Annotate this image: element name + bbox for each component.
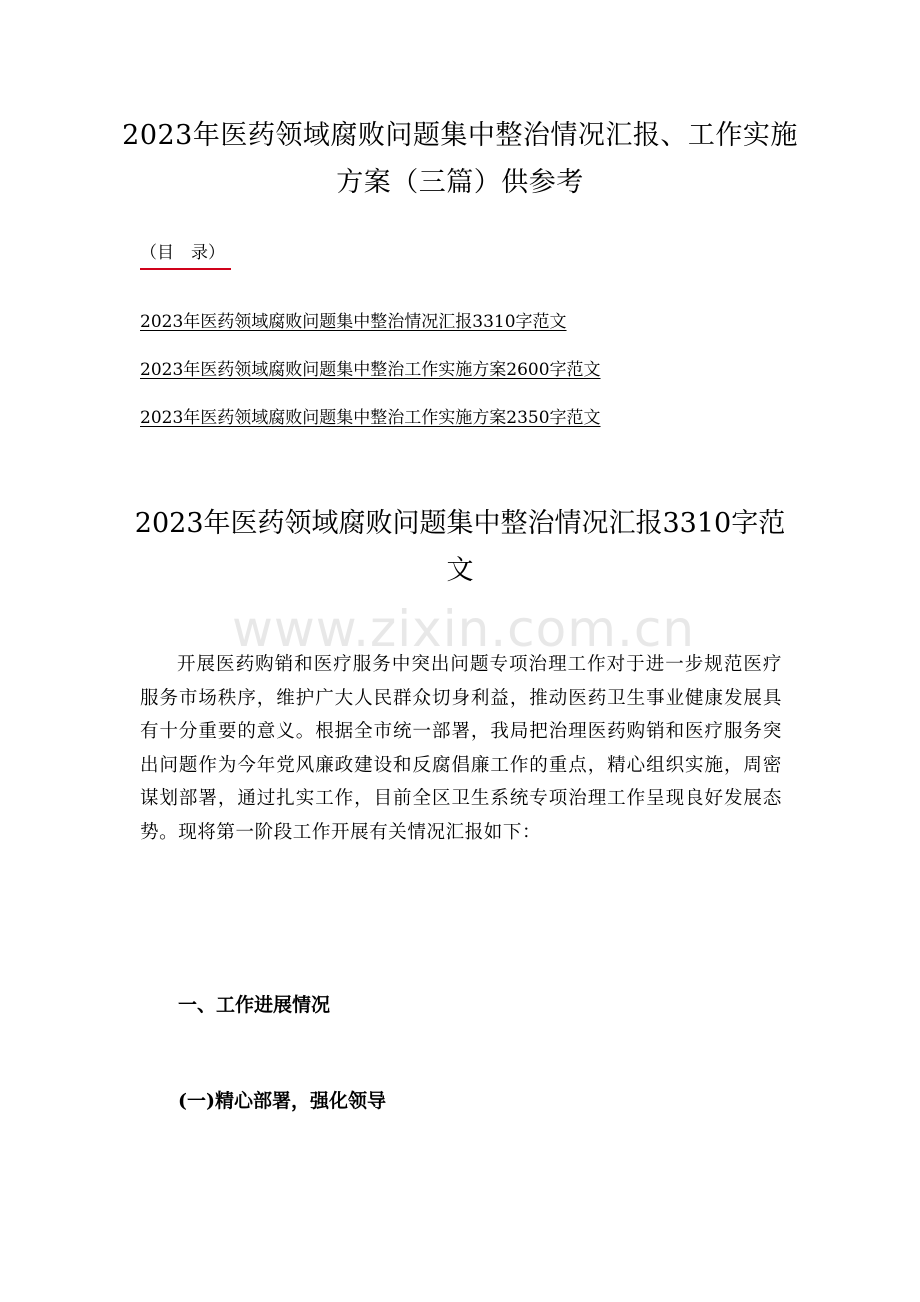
table-of-contents bbox=[140, 310, 601, 454]
heading-level-2: (一)精心部署，强化领导 bbox=[178, 1090, 386, 1112]
toc-item bbox=[140, 358, 601, 406]
toc-link-1[interactable]: 2023年医药领域腐败问题集中整治情况汇报3310字范文 bbox=[140, 312, 567, 332]
document-title: 2023年医药领域腐败问题集中整治情况汇报、工作实施方案（三篇）供参考 bbox=[122, 120, 798, 198]
toc-item bbox=[140, 406, 601, 454]
section-title: 2023年医药领域腐败问题集中整治情况汇报3310字范文 bbox=[134, 508, 786, 586]
body-paragraph: 开展医药购销和医疗服务中突出问题专项治理工作对于进一步规范医疗服务市场秩序，维护广大人民群众切身利益，推动医药卫生事业健康发展具有十分重要的意义。根据全市统一部署，我局把治理医药购销和医疗服务突出问题作为今年党风廉政建设和反腐倡廉工作的重点，精心组织实施，周密谋划部署，通过扎实工作，目前全区卫生系统专项治理工作呈现良好发展态势。现将第一阶段工作开展有关情况汇报如下： bbox=[140, 654, 782, 843]
toc-item bbox=[140, 310, 601, 358]
toc-link-2[interactable]: 2023年医药领域腐败问题集中整治工作实施方案2600字范文 bbox=[140, 360, 601, 380]
heading-level-1: 一、工作进展情况 bbox=[178, 994, 331, 1016]
toc-link-3[interactable]: 2023年医药领域腐败问题集中整治工作实施方案2350字范文 bbox=[140, 408, 601, 428]
toc-heading: （目 录） bbox=[140, 238, 231, 270]
watermark: www.zixin.com.cn bbox=[232, 600, 696, 658]
